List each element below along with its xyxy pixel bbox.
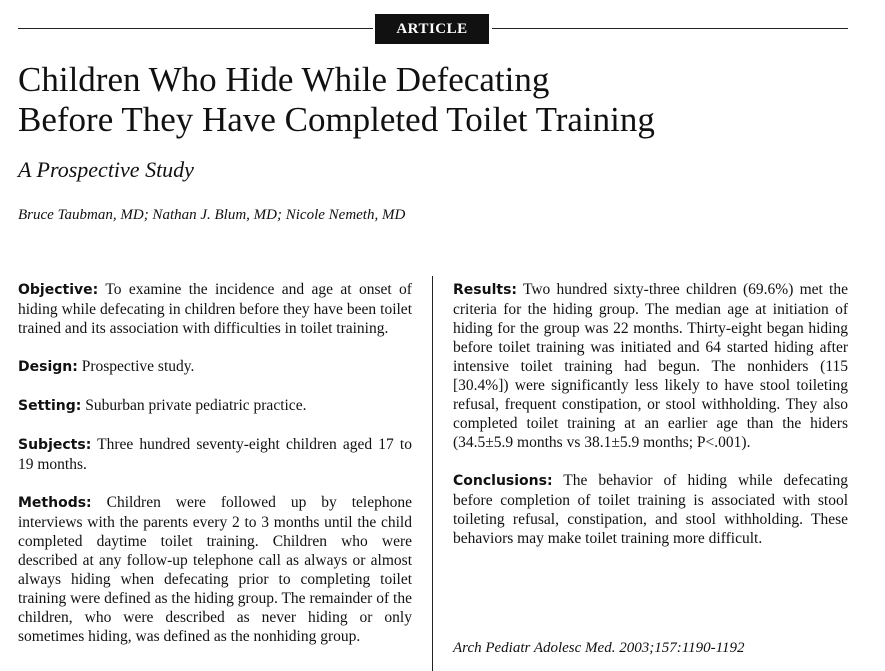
subjects-section <box>18 435 412 474</box>
conclusions-heading: Conclusions: <box>453 473 553 489</box>
subjects-heading: Subjects: <box>18 437 92 453</box>
results-text: Two hundred sixty-three children (69.6%) met the criteria for the hiding group. The median age at initiation of hiding for the group was 22 months. Thirty-eight began hiding before toilet training was initiated and 64 started hiding after intensive toilet training had begun. The nonhiders (115 [30.4%]) were significantly less likely to have stool toileting refusal, frequent constipation, or stool withholding. They also completed toilet training at an earlier age than the hiders (34.5±5.9 months vs 38.1±5.9 months; P<.001). <box>453 281 848 451</box>
results-heading: Results: <box>453 282 517 298</box>
article-title-line-1: Children Who Hide While Defecating <box>18 60 550 99</box>
author-list: Bruce Taubman, MD; Nathan J. Blum, MD; Nicole Nemeth, MD <box>18 207 406 223</box>
results-section <box>453 280 848 452</box>
objective-heading: Objective: <box>18 282 99 298</box>
header-rule-right <box>492 28 848 29</box>
abstract-right-column <box>453 280 848 548</box>
methods-text: Children were followed up by telephone interviews with the parents every 2 to 3 months until the child completed daytime toilet training. Children who were described at any follow-up telephone call as always or almost always hiding when defecating prior to completing toilet training were defined as the hiding group. The remainder of the children, who were described as never hiding or only sometimes hiding, was defined as the nonhiding group. <box>18 494 412 645</box>
objective-text: To examine the incidence and age at onset of hiding while defecating in children before they have been toilet trained and its association with difficulties in toilet training. <box>18 281 412 337</box>
design-text: Prospective study. <box>81 358 195 375</box>
objective-section <box>18 280 412 338</box>
column-divider <box>432 276 433 671</box>
article-title <box>18 60 858 140</box>
header-rule-left <box>18 28 373 29</box>
setting-section <box>18 396 412 416</box>
setting-heading: Setting: <box>18 398 82 414</box>
abstract-left-column <box>18 280 412 646</box>
design-section <box>18 357 412 377</box>
article-badge: ARTICLE <box>375 14 489 44</box>
design-heading: Design: <box>18 359 78 375</box>
subjects-text: Three hundred seventy-eight children aged 17 to 19 months. <box>18 436 412 473</box>
methods-section <box>18 493 412 646</box>
conclusions-section <box>453 471 848 548</box>
conclusions-text: The behavior of hiding while defecating before completion of toilet training is associated with stool toileting refusal, constipation, and stool withholding. These behaviors may make toilet training more difficult. <box>453 472 848 547</box>
article-title-line-2: Before They Have Completed Toilet Training <box>18 100 655 139</box>
journal-citation: Arch Pediatr Adolesc Med. 2003;157:1190-1192 <box>453 640 745 656</box>
methods-heading: Methods: <box>18 495 92 511</box>
setting-text: Suburban private pediatric practice. <box>85 397 307 414</box>
article-subtitle: A Prospective Study <box>18 157 194 182</box>
